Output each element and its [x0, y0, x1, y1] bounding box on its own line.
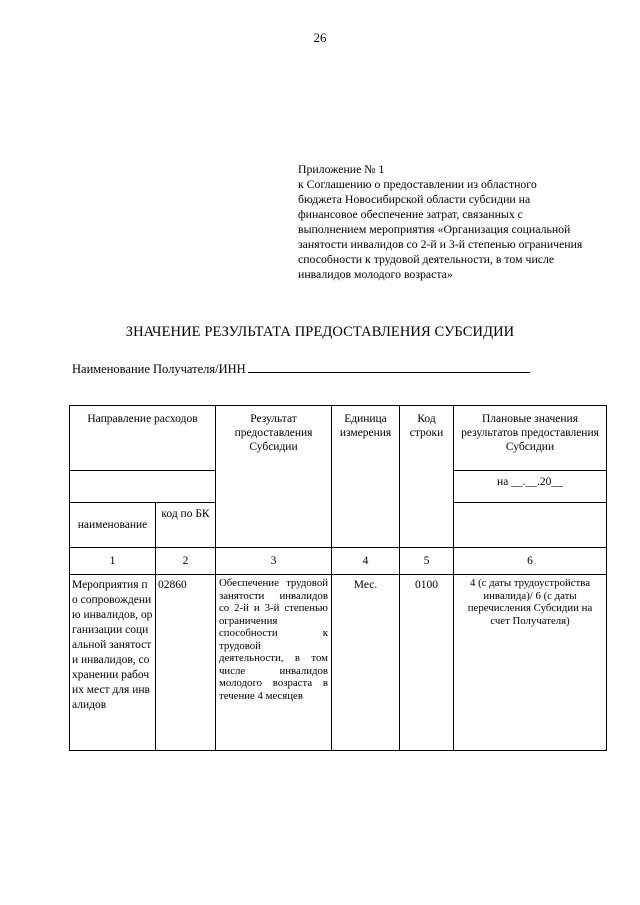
annex-line: способности к трудовой деятельности, в том числе — [298, 252, 555, 266]
header-direction: Направление расходов — [70, 406, 216, 471]
document-title: ЗНАЧЕНИЕ РЕЗУЛЬТАТА ПРЕДОСТАВЛЕНИЯ СУБСИДИИ — [125, 324, 515, 340]
header-bk-code: код по БК — [156, 503, 216, 548]
row-bk-code: 02860 — [156, 575, 216, 751]
header-direction-spacer — [70, 471, 216, 503]
page-number: 26 — [313, 30, 327, 45]
header-date: на __.__.20__ — [454, 471, 607, 503]
column-number: 2 — [156, 548, 216, 575]
results-table — [69, 405, 607, 751]
column-number: 6 — [454, 548, 607, 575]
header-name: наименование — [70, 503, 156, 548]
header-result: Результат предоставления Субсидии — [216, 406, 332, 548]
row-planned: 4 (с даты трудоустройства инвалида)/ 6 (с даты перечисления Субсидии на счет Получателя) — [454, 575, 607, 751]
column-number: 1 — [70, 548, 156, 575]
annex-line: к Соглашению о предоставлении из областного — [298, 177, 537, 191]
row-result: Обеспечение трудовой занятости инвалидов со 2-й и 3-й степенью ограничения способности к трудовой деятельности, в том числе инвалидов молодого возраста в течение 4 месяцев — [216, 575, 332, 751]
annex-title: Приложение № 1 — [298, 162, 385, 176]
column-number: 4 — [332, 548, 400, 575]
row-code: 0100 — [400, 575, 454, 751]
annex-line: финансовое обеспечение затрат, связанных с — [298, 207, 523, 221]
annex-line: выполнением мероприятия «Организация социальной — [298, 222, 571, 236]
recipient-line — [72, 362, 530, 377]
header-date-spacer — [454, 503, 607, 548]
header-planned: Плановые значения результатов предоставления Субсидии — [454, 406, 607, 471]
column-number: 3 — [216, 548, 332, 575]
row-unit: Мес. — [332, 575, 400, 751]
recipient-blank-field — [248, 362, 530, 373]
annex-block — [298, 162, 623, 282]
annex-line: занятости инвалидов со 2-й и 3-й степенью ограничения — [298, 237, 583, 251]
row-name: Мероприятия по сопровождени ю инвалидов, организации социальной занятости инвалидов, сохранении рабочих мест для инвалидов — [70, 575, 156, 751]
header-code: Код строки — [400, 406, 454, 548]
header-unit: Единица измерения — [332, 406, 400, 548]
column-number: 5 — [400, 548, 454, 575]
annex-line: инвалидов молодого возраста» — [298, 267, 453, 281]
annex-line: бюджета Новосибирской области субсидии на — [298, 192, 531, 206]
recipient-label: Наименование Получателя/ИНН — [72, 362, 246, 376]
